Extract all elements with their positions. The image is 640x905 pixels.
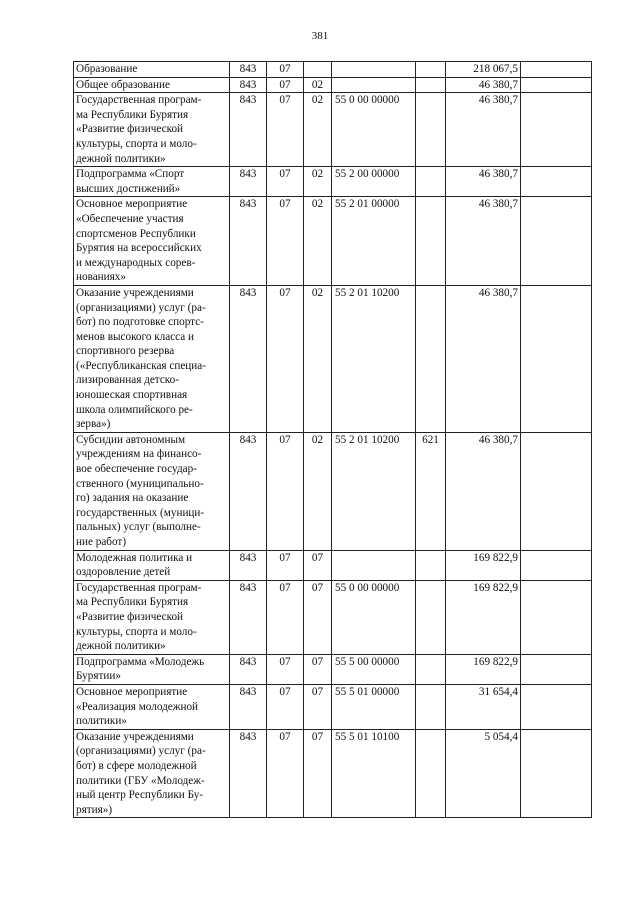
target-article-cell: 55 0 00 00000 <box>332 93 416 167</box>
item-name-cell: Основное мероприятие «Обеспечение участия спортсменов Республики Бурятия на всероссийских и международных сорев- нованиях» <box>74 197 230 286</box>
section-code-cell: 07 <box>267 684 304 729</box>
expense-type-cell <box>416 550 446 580</box>
extra-column-cell <box>521 285 592 432</box>
extra-column-cell <box>521 93 592 167</box>
target-article-cell: 55 5 01 00000 <box>332 684 416 729</box>
ministry-code-cell: 843 <box>230 197 267 286</box>
extra-column-cell <box>521 550 592 580</box>
amount-cell: 46 380,7 <box>446 432 521 550</box>
item-name-cell: Подпрограмма «Молодежь Бурятии» <box>74 654 230 684</box>
table-row <box>74 684 592 729</box>
section-code-cell: 07 <box>267 197 304 286</box>
amount-cell: 46 380,7 <box>446 77 521 93</box>
amount-cell: 169 822,9 <box>446 550 521 580</box>
target-article-cell <box>332 77 416 93</box>
subsection-code-cell: 02 <box>304 167 332 197</box>
target-article-cell <box>332 62 416 78</box>
extra-column-cell <box>521 77 592 93</box>
target-article-cell: 55 0 00 00000 <box>332 580 416 654</box>
table-row <box>74 197 592 286</box>
table-row <box>74 580 592 654</box>
section-code-cell: 07 <box>267 580 304 654</box>
expense-type-cell <box>416 93 446 167</box>
subsection-code-cell <box>304 62 332 78</box>
ministry-code-cell: 843 <box>230 580 267 654</box>
extra-column-cell <box>521 62 592 78</box>
extra-column-cell <box>521 654 592 684</box>
amount-cell: 5 054,4 <box>446 729 521 818</box>
ministry-code-cell: 843 <box>230 62 267 78</box>
amount-cell: 46 380,7 <box>446 93 521 167</box>
item-name-cell: Оказание учреждениями (организациями) услуг (ра- бот) по подготовке спортс- менов высокого класса и спортивного резерва («Республиканская специа- лизированная детско- юношеская спортивная школа олимпийского ре- зерва») <box>74 285 230 432</box>
ministry-code-cell: 843 <box>230 432 267 550</box>
page-number: 381 <box>311 30 329 42</box>
subsection-code-cell: 07 <box>304 550 332 580</box>
item-name-cell: Субсидии автономным учреждениям на финансо- вое обеспечение государ- ственного (муниципально- го) задания на оказание государственных (муници- пальных) услуг (выполне- ние работ) <box>74 432 230 550</box>
ministry-code-cell: 843 <box>230 684 267 729</box>
expense-type-cell: 621 <box>416 432 446 550</box>
item-name-cell: Образование <box>74 62 230 78</box>
section-code-cell: 07 <box>267 167 304 197</box>
item-name-cell: Молодежная политика и оздоровление детей <box>74 550 230 580</box>
expense-type-cell <box>416 77 446 93</box>
ministry-code-cell: 843 <box>230 285 267 432</box>
amount-cell: 46 380,7 <box>446 285 521 432</box>
extra-column-cell <box>521 167 592 197</box>
item-name-cell: Общее образование <box>74 77 230 93</box>
section-code-cell: 07 <box>267 285 304 432</box>
extra-column-cell <box>521 684 592 729</box>
ministry-code-cell: 843 <box>230 729 267 818</box>
table-row <box>74 550 592 580</box>
ministry-code-cell: 843 <box>230 93 267 167</box>
section-code-cell: 07 <box>267 77 304 93</box>
item-name-cell: Государственная програм- ма Республики Бурятия «Развитие физической культуры, спорта и моло- дежной политики» <box>74 580 230 654</box>
ministry-code-cell: 843 <box>230 77 267 93</box>
table-row <box>74 62 592 78</box>
section-code-cell: 07 <box>267 654 304 684</box>
section-code-cell: 07 <box>267 62 304 78</box>
expense-type-cell <box>416 729 446 818</box>
subsection-code-cell: 02 <box>304 77 332 93</box>
amount-cell: 169 822,9 <box>446 580 521 654</box>
target-article-cell: 55 2 01 10200 <box>332 432 416 550</box>
section-code-cell: 07 <box>267 729 304 818</box>
subsection-code-cell: 07 <box>304 654 332 684</box>
table-row <box>74 432 592 550</box>
target-article-cell: 55 2 00 00000 <box>332 167 416 197</box>
expense-type-cell <box>416 580 446 654</box>
extra-column-cell <box>521 432 592 550</box>
item-name-cell: Основное мероприятие «Реализация молодежной политики» <box>74 684 230 729</box>
section-code-cell: 07 <box>267 550 304 580</box>
subsection-code-cell: 02 <box>304 93 332 167</box>
amount-cell: 46 380,7 <box>446 167 521 197</box>
target-article-cell: 55 2 01 00000 <box>332 197 416 286</box>
item-name-cell: Оказание учреждениями (организациями) услуг (ра- бот) в сфере молодежной политики (ГБУ «Молодеж- ный центр Республики Бу- рятия») <box>74 729 230 818</box>
item-name-cell: Подпрограмма «Спорт высших достижений» <box>74 167 230 197</box>
amount-cell: 46 380,7 <box>446 197 521 286</box>
ministry-code-cell: 843 <box>230 550 267 580</box>
table-row <box>74 167 592 197</box>
item-name-cell: Государственная програм- ма Республики Бурятия «Развитие физической культуры, спорта и моло- дежной политики» <box>74 93 230 167</box>
table-row <box>74 729 592 818</box>
subsection-code-cell: 07 <box>304 729 332 818</box>
subsection-code-cell: 07 <box>304 580 332 654</box>
amount-cell: 218 067,5 <box>446 62 521 78</box>
ministry-code-cell: 843 <box>230 654 267 684</box>
expense-type-cell <box>416 285 446 432</box>
budget-table <box>73 61 592 818</box>
table-row <box>74 285 592 432</box>
section-code-cell: 07 <box>267 432 304 550</box>
expense-type-cell <box>416 684 446 729</box>
target-article-cell: 55 2 01 10200 <box>332 285 416 432</box>
section-code-cell: 07 <box>267 93 304 167</box>
ministry-code-cell: 843 <box>230 167 267 197</box>
extra-column-cell <box>521 197 592 286</box>
expense-type-cell <box>416 197 446 286</box>
subsection-code-cell: 07 <box>304 684 332 729</box>
expense-type-cell <box>416 167 446 197</box>
extra-column-cell <box>521 580 592 654</box>
subsection-code-cell: 02 <box>304 197 332 286</box>
expense-type-cell <box>416 62 446 78</box>
target-article-cell: 55 5 00 00000 <box>332 654 416 684</box>
subsection-code-cell: 02 <box>304 432 332 550</box>
amount-cell: 169 822,9 <box>446 654 521 684</box>
expense-type-cell <box>416 654 446 684</box>
target-article-cell <box>332 550 416 580</box>
subsection-code-cell: 02 <box>304 285 332 432</box>
amount-cell: 31 654,4 <box>446 684 521 729</box>
table-row <box>74 93 592 167</box>
table-row <box>74 77 592 93</box>
table-row <box>74 654 592 684</box>
target-article-cell: 55 5 01 10100 <box>332 729 416 818</box>
extra-column-cell <box>521 729 592 818</box>
